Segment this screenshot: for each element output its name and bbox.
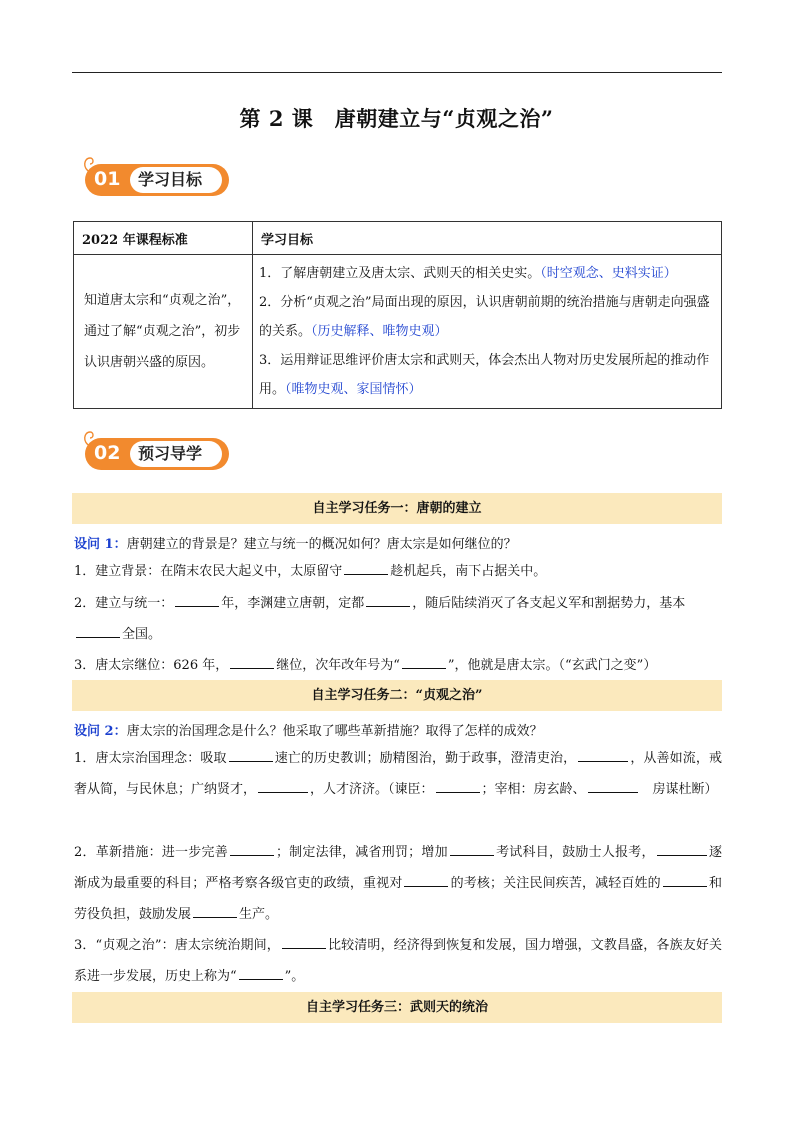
fill-blank[interactable] [76, 625, 120, 638]
fill-blank[interactable] [282, 936, 326, 949]
fill-blank[interactable] [366, 594, 410, 607]
question-key: 设问 1： [74, 537, 127, 552]
section-badge-goals [80, 152, 235, 196]
table-header-row [74, 222, 722, 255]
task1-line2: 2．建立与统一： 年，李渊建立唐朝，定都 ，随后陆续消灭了各支起义军和割据势力，基本 全国。 [74, 596, 686, 642]
section-number: 02 [94, 442, 121, 464]
header-standard: 2022 年课程标准 [74, 222, 253, 255]
goal-item: 3．运用辩证思维评价唐太宗和武则天，体会杰出人物对历史发展所起的推动作用。（唯物史观、家国情怀） [259, 353, 710, 397]
fill-blank[interactable] [657, 843, 707, 856]
goal-tag: （时空观念、史料实证） [540, 266, 677, 281]
section-label: 学习目标 [130, 167, 222, 193]
fill-blank[interactable] [588, 780, 638, 793]
task1-line3: 3．唐太宗继位：626 年， 继位，次年改年号为“ ”，他就是唐太宗。（“玄武门之变”） [74, 658, 657, 673]
header-goals: 学习目标 [253, 222, 722, 255]
section-number: 01 [94, 168, 121, 190]
fill-blank[interactable] [344, 562, 388, 575]
question-key: 设问 2： [74, 724, 127, 739]
goals-cell [253, 255, 722, 409]
goal-item: 1．了解唐朝建立及唐太宗、武则天的相关史实。（时空观念、史料实证） [259, 266, 677, 281]
goal-tag: （唯物史观、家国情怀） [285, 382, 422, 397]
standard-text: 知道唐太宗和“贞观之治”，通过了解“贞观之治”，初步认识唐朝兴盛的原因。 [74, 255, 253, 409]
section-label: 预习导学 [130, 441, 222, 467]
task1-line1: 1．建立背景：在隋末农民大起义中，太原留守 趁机起兵，南下占据关中。 [74, 564, 547, 579]
fill-blank[interactable] [663, 874, 707, 887]
fill-blank[interactable] [175, 594, 219, 607]
fill-blank[interactable] [230, 843, 274, 856]
task-band-3: 自主学习任务三：武则天的统治 [72, 992, 722, 1023]
fill-blank[interactable] [436, 780, 480, 793]
task2-para1: 1．唐太宗治国理念：吸取 速亡的历史教训；励精图治，勤于政事，澄清吏治， ，从善如流，戒奢从简，与民休息；广纳贤才， ，人才济济。（谏臣： ；宰相：房玄龄、 房谋杜断） [74, 751, 722, 797]
page-title: 第 2 课 唐朝建立与“贞观之治” [239, 106, 554, 131]
fill-blank[interactable] [239, 967, 283, 980]
task-band-1: 自主学习任务一：唐朝的建立 [72, 493, 722, 524]
fill-blank[interactable] [193, 905, 237, 918]
fill-blank[interactable] [404, 874, 448, 887]
fill-blank[interactable] [258, 780, 308, 793]
fill-blank[interactable] [402, 656, 446, 669]
goals-table [73, 221, 722, 409]
task2-para2: 2．革新措施：进一步完善 ；制定法律，减省刑罚；增加 考试科目，鼓励士人报考， 逐渐成为最重要的科目；严格考察各级官吏的政绩，重视对 的考核；关注民间疾苦，减轻百姓的 和劳役负担，鼓励发展 生产。 [74, 845, 722, 922]
fill-blank[interactable] [230, 656, 274, 669]
question-1: 设问 1：唐朝建立的背景是？建立与统一的概况如何？唐太宗是如何继位的？ [74, 537, 517, 552]
task-band-2: 自主学习任务二：“贞观之治” [72, 680, 722, 711]
goal-item: 2．分析“贞观之治”局面出现的原因，认识唐朝前期的统治措施与唐朝走向强盛的关系。（历史解释、唯物史观） [259, 295, 710, 339]
header-rule [72, 72, 722, 73]
table-row [74, 255, 722, 409]
fill-blank[interactable] [450, 843, 494, 856]
task2-para3: 3．“贞观之治”：唐太宗统治期间， 比较清明，经济得到恢复和发展，国力增强，文教昌盛，各族友好关系进一步发展，历史上称为“ ”。 [74, 938, 722, 984]
fill-blank[interactable] [229, 749, 273, 762]
section-badge-preview [80, 426, 235, 470]
question-2: 设问 2：唐太宗的治国理念是什么？他采取了哪些革新措施？取得了怎样的成效？ [74, 724, 543, 739]
goal-tag: （历史解释、唯物史观） [311, 324, 448, 339]
fill-blank[interactable] [578, 749, 628, 762]
